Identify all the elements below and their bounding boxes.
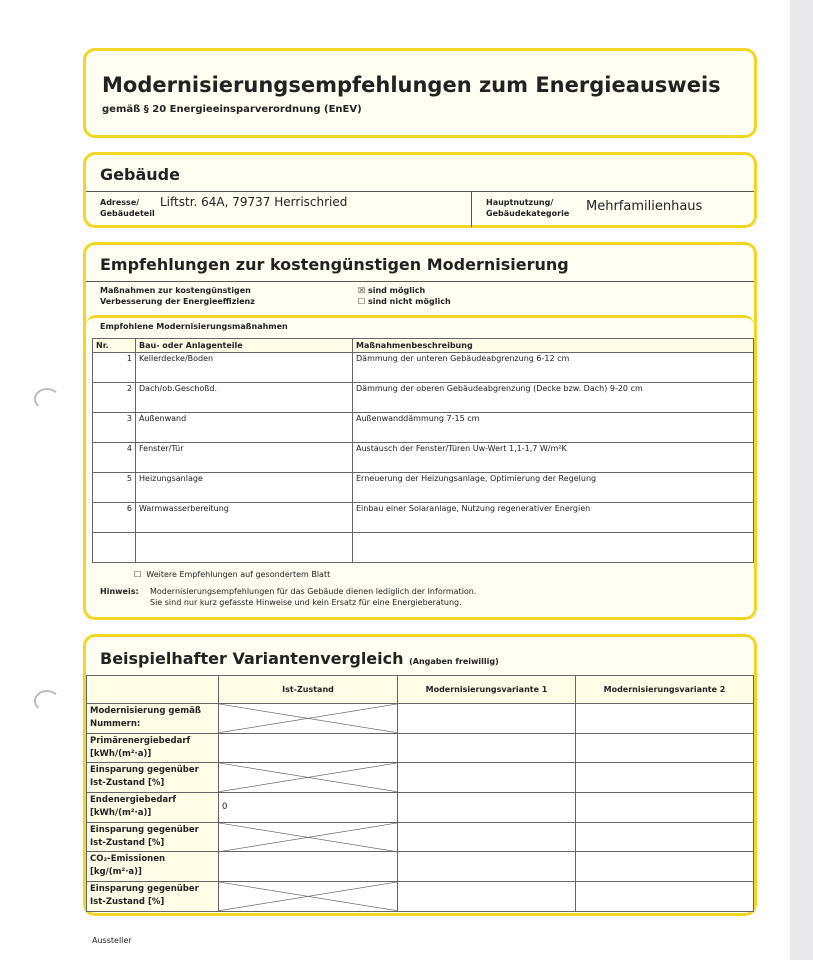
row-number: 3 xyxy=(93,413,136,443)
address-value: Liftstr. 64A, 79737 Herrischried xyxy=(160,195,348,209)
variant-2-cell[interactable] xyxy=(576,733,754,763)
ist-cell[interactable] xyxy=(219,763,398,793)
table-row xyxy=(87,852,754,882)
variant-1-cell[interactable] xyxy=(398,822,576,852)
variant-2-cell[interactable] xyxy=(576,704,754,734)
address-label: Adresse/ Gebäudeteil xyxy=(100,198,155,218)
option-possible[interactable]: ☒ sind möglich xyxy=(358,286,426,295)
section-heading: Empfehlungen zur kostengünstigen Modernisierung xyxy=(100,255,569,274)
page-edge xyxy=(790,0,813,960)
row-number: 1 xyxy=(93,353,136,383)
table-row xyxy=(87,763,754,793)
table-row xyxy=(87,704,754,734)
row-description: Außenwanddämmung 7-15 cm xyxy=(353,413,754,443)
checked-box-icon: ☒ xyxy=(358,286,366,295)
checkbox-icon: ☐ xyxy=(358,297,366,306)
page-title: Modernisierungsempfehlungen zum Energieausweis xyxy=(102,73,721,97)
variant-2-cell[interactable] xyxy=(576,793,754,823)
table-row xyxy=(87,793,754,823)
row-part: Warmwasserbereitung xyxy=(136,503,353,533)
row-label: Einsparung gegenüber Ist-Zustand [%] xyxy=(87,763,219,793)
ist-cell[interactable] xyxy=(219,704,398,734)
row-number: 2 xyxy=(93,383,136,413)
further-recommendations[interactable]: ☐ Weitere Empfehlungen auf gesondertem Blatt xyxy=(134,570,331,579)
variant-1-cell[interactable] xyxy=(398,763,576,793)
section-heading: Beispielhafter Variantenvergleich (Angaben freiwillig) xyxy=(100,649,499,668)
variant-2-cell[interactable] xyxy=(576,882,754,912)
row-label: Einsparung gegenüber Ist-Zustand [%] xyxy=(87,822,219,852)
checkbox-icon: ☐ xyxy=(134,570,142,579)
measures-table: Nr. Bau- oder Anlagenteile Maßnahmenbeschreibung 1 Kellerdecke/Boden Dämmung der unteren Gebäudeabgrenzung 6-12 cm 2 Dach/ob.Geschoßd. Dämmung der oberen Gebäudeabgrenzung (Decke bzw. Dach) 9-20 cm 3 Außenwand Außenwanddämmung 7-15 cm 4 Fenster/Tür Austausch der Fenster/Türen Uw-Wert 1,1-1,7 W/m²K 5 Heizungsanlage Erneuerung der Heizungsanlage, Optimierung der Regelung 6 Warmwasserbereitung Einbau einer Solaranlage, Nutzung regenerativer Energien xyxy=(92,338,754,563)
row-description: Austausch der Fenster/Türen Uw-Wert 1,1-1,7 W/m²K xyxy=(353,443,754,473)
row-number: 5 xyxy=(93,473,136,503)
variant-2-cell[interactable] xyxy=(576,822,754,852)
row-label: Modernisierung gemäß Nummern: xyxy=(87,704,219,734)
variant-1-cell[interactable] xyxy=(398,704,576,734)
row-part: Fenster/Tür xyxy=(136,443,353,473)
variant-1-cell[interactable] xyxy=(398,793,576,823)
option-not-possible[interactable]: ☐ sind nicht möglich xyxy=(358,297,451,306)
variant-1-cell[interactable] xyxy=(398,882,576,912)
row-label: Primärenergiebedarf [kWh/(m²·a)] xyxy=(87,733,219,763)
variant-2-cell[interactable] xyxy=(576,852,754,882)
ist-cell[interactable] xyxy=(219,822,398,852)
table-row xyxy=(87,882,754,912)
variant-table: Ist-Zustand Modernisierungsvariante 1 Modernisierungsvariante 2 Modernisierung gemäß Nummern: Primärenergiebedarf [kWh/(m²·a)] Einsparung gegenüber Ist-Zustand [%] Endenergiebedarf [kWh/(m²·a)] 0 Einsparung gegenüber Ist-Zustand [%] CO₂-Emissionen [kg/(m²·a)] Einsparung gegenüber Ist-Zustand [%] xyxy=(86,675,754,912)
title-box xyxy=(83,48,757,138)
row-part: Heizungsanlage xyxy=(136,473,353,503)
row-number xyxy=(93,533,136,563)
variant-2-cell[interactable] xyxy=(576,763,754,793)
ist-cell[interactable] xyxy=(219,852,398,882)
ist-cell[interactable] xyxy=(219,882,398,912)
row-description: Einbau einer Solaranlage, Nutzung regenerativer Energien xyxy=(353,503,754,533)
varianten-section xyxy=(83,634,757,916)
punch-hole xyxy=(34,690,60,712)
variant-1-cell[interactable] xyxy=(398,733,576,763)
variant-1-cell[interactable] xyxy=(398,852,576,882)
page-subtitle: gemäß § 20 Energieeinsparverordnung (EnEV) xyxy=(102,104,362,115)
row-part xyxy=(136,533,353,563)
table-row xyxy=(93,353,754,383)
use-label: Hauptnutzung/ Gebäudekategorie xyxy=(486,198,570,218)
measures-label: Maßnahmen zur kostengünstigen Verbesserung der Energieeffizienz xyxy=(100,286,255,306)
use-value: Mehrfamilienhaus xyxy=(586,199,703,214)
row-label: CO₂-Emissionen [kg/(m²·a)] xyxy=(87,852,219,882)
row-label: Endenergiebedarf [kWh/(m²·a)] xyxy=(87,793,219,823)
table-row xyxy=(93,473,754,503)
row-part: Dach/ob.Geschoßd. xyxy=(136,383,353,413)
row-description xyxy=(353,533,754,563)
table-row xyxy=(87,822,754,852)
aussteller-label: Aussteller xyxy=(92,936,132,945)
row-part: Kellerdecke/Boden xyxy=(136,353,353,383)
row-description: Dämmung der unteren Gebäudeabgrenzung 6-12 cm xyxy=(353,353,754,383)
punch-hole xyxy=(34,388,60,410)
row-number: 6 xyxy=(93,503,136,533)
ist-cell[interactable] xyxy=(219,733,398,763)
hint-label: Hinweis: xyxy=(100,587,139,596)
ist-cell[interactable]: 0 xyxy=(219,793,398,823)
row-number: 4 xyxy=(93,443,136,473)
row-description: Erneuerung der Heizungsanlage, Optimierung der Regelung xyxy=(353,473,754,503)
gebaeude-section xyxy=(83,152,757,228)
table-title: Empfohlene Modernisierungsmaßnahmen xyxy=(100,322,288,331)
section-heading: Gebäude xyxy=(100,165,180,184)
row-description: Dämmung der oberen Gebäudeabgrenzung (Decke bzw. Dach) 9-20 cm xyxy=(353,383,754,413)
table-row xyxy=(93,533,754,563)
table-row xyxy=(93,503,754,533)
table-row xyxy=(93,383,754,413)
options xyxy=(358,285,451,307)
table-row xyxy=(93,443,754,473)
row-part: Außenwand xyxy=(136,413,353,443)
table-row xyxy=(93,413,754,443)
table-row xyxy=(87,733,754,763)
empfehlungen-section xyxy=(83,242,757,620)
hint-text: Modernisierungsempfehlungen für das Gebäude dienen lediglich der Information. Sie sind nur kurz gefasste Hinweise und kein Ersatz für eine Energieberatung. xyxy=(150,587,477,607)
row-label: Einsparung gegenüber Ist-Zustand [%] xyxy=(87,882,219,912)
